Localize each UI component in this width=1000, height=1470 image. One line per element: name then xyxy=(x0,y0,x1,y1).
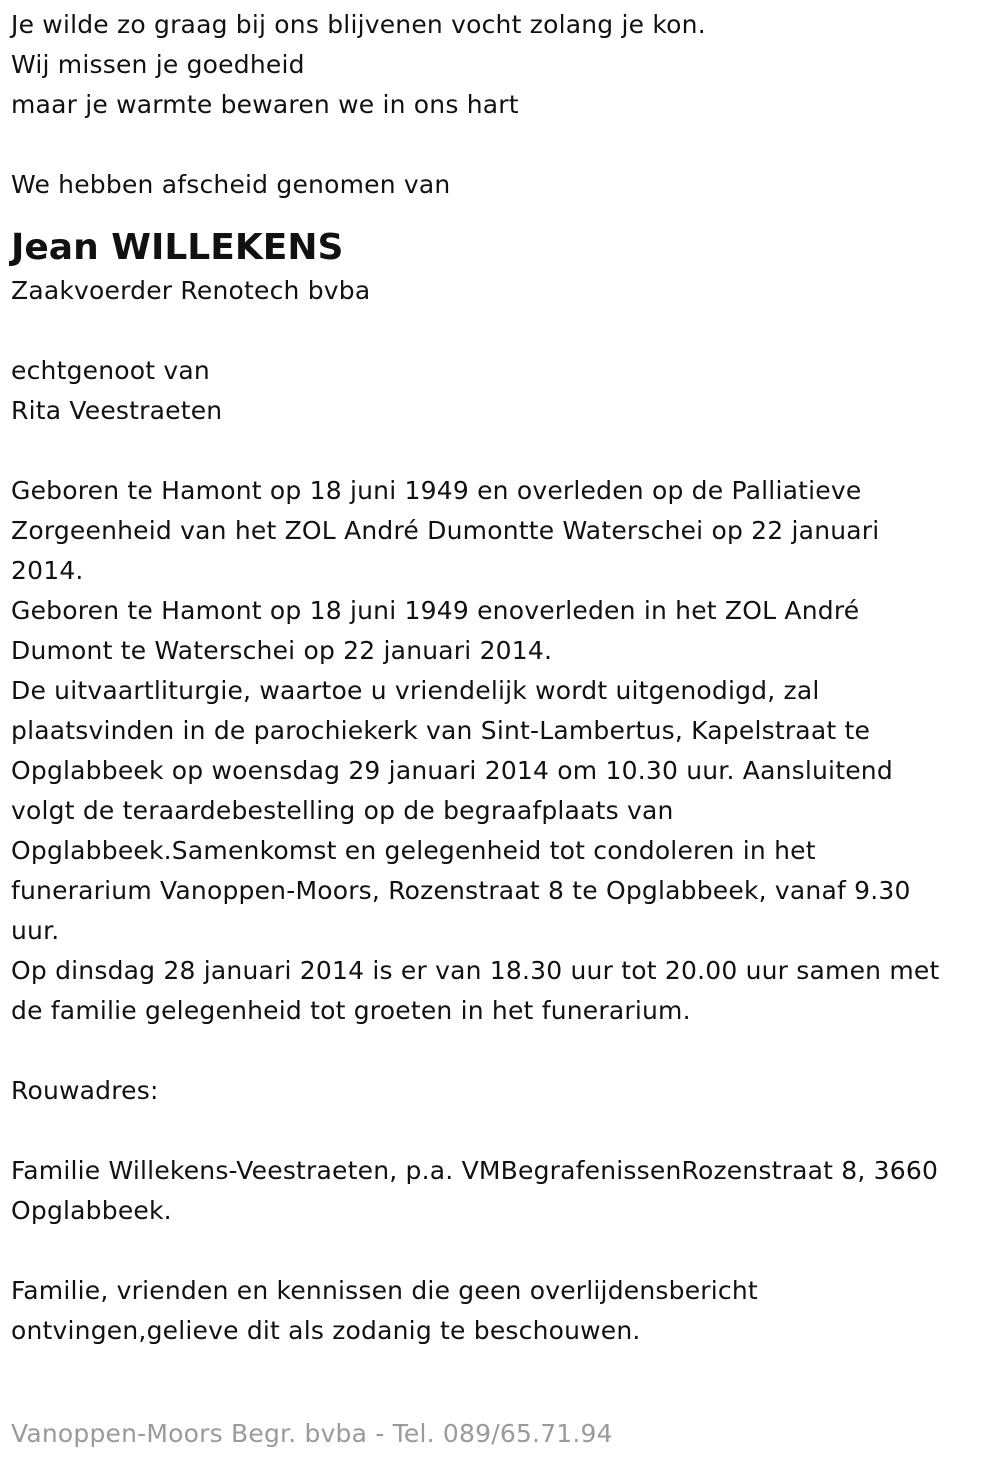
closing-line: ontvingen,gelieve dit als zodanig te beschouwen. xyxy=(11,1316,641,1345)
obituary-notice xyxy=(11,0,991,1351)
spacer xyxy=(11,1231,991,1271)
body-line: Opglabbeek.Samenkomst en gelegenheid tot condoleren in het xyxy=(11,836,816,865)
body-line: Op dinsdag 28 januari 2014 is er van 18.30 uur tot 20.00 uur samen met xyxy=(11,956,940,985)
body-line: uur. xyxy=(11,916,60,945)
intro-line: Wij missen je goedheid xyxy=(11,50,305,79)
spacer xyxy=(11,1111,991,1151)
spacer xyxy=(11,311,991,351)
mourning-address-line: Opglabbeek. xyxy=(11,1196,172,1225)
body-line: De uitvaartliturgie, waartoe u vriendelijk wordt uitgenodigd, zal xyxy=(11,676,820,705)
body-line: plaatsvinden in de parochiekerk van Sint-Lambertus, Kapelstraat te xyxy=(11,716,871,745)
intro-line: Je wilde zo graag bij ons blijvenen vocht zolang je kon. xyxy=(11,10,706,39)
deceased-role: Zaakvoerder Renotech bvba xyxy=(11,276,371,305)
spacer xyxy=(11,125,991,165)
spouse-line: echtgenoot van xyxy=(11,356,210,385)
body-line: Geboren te Hamont op 18 juni 1949 en overleden op de Palliatieve xyxy=(11,476,862,505)
body-line: 2014. xyxy=(11,556,84,585)
body-line: Opglabbeek op woensdag 29 januari 2014 om 10.30 uur. Aansluitend xyxy=(11,756,893,785)
mourning-address-label: Rouwadres: xyxy=(11,1076,159,1105)
funeral-home-footer: Vanoppen-Moors Begr. bvba - Tel. 089/65.71.94 xyxy=(11,1419,613,1448)
mourning-address-line: Familie Willekens-Veestraeten, p.a. VMBegrafenissenRozenstraat 8, 3660 xyxy=(11,1156,939,1185)
body-line: Geboren te Hamont op 18 juni 1949 enoverleden in het ZOL André xyxy=(11,596,860,625)
body-line: funerarium Vanoppen-Moors, Rozenstraat 8 te Opglabbeek, vanaf 9.30 xyxy=(11,876,911,905)
spouse-line: Rita Veestraeten xyxy=(11,396,223,425)
body-line: de familie gelegenheid tot groeten in het funerarium. xyxy=(11,996,691,1025)
farewell-text: We hebben afscheid genomen van xyxy=(11,170,451,199)
body-line: volgt de teraardebestelling op de begraafplaats van xyxy=(11,796,674,825)
intro-line: maar je warmte bewaren we in ons hart xyxy=(11,90,519,119)
closing-line: Familie, vrienden en kennissen die geen overlijdensbericht xyxy=(11,1276,758,1305)
spacer xyxy=(11,1031,991,1071)
body-line: Dumont te Waterschei op 22 januari 2014. xyxy=(11,636,553,665)
spacer xyxy=(11,431,991,471)
deceased-name: Jean WILLEKENS xyxy=(11,227,344,268)
body-line: Zorgeenheid van het ZOL André Dumontte Waterschei op 22 januari xyxy=(11,516,880,545)
